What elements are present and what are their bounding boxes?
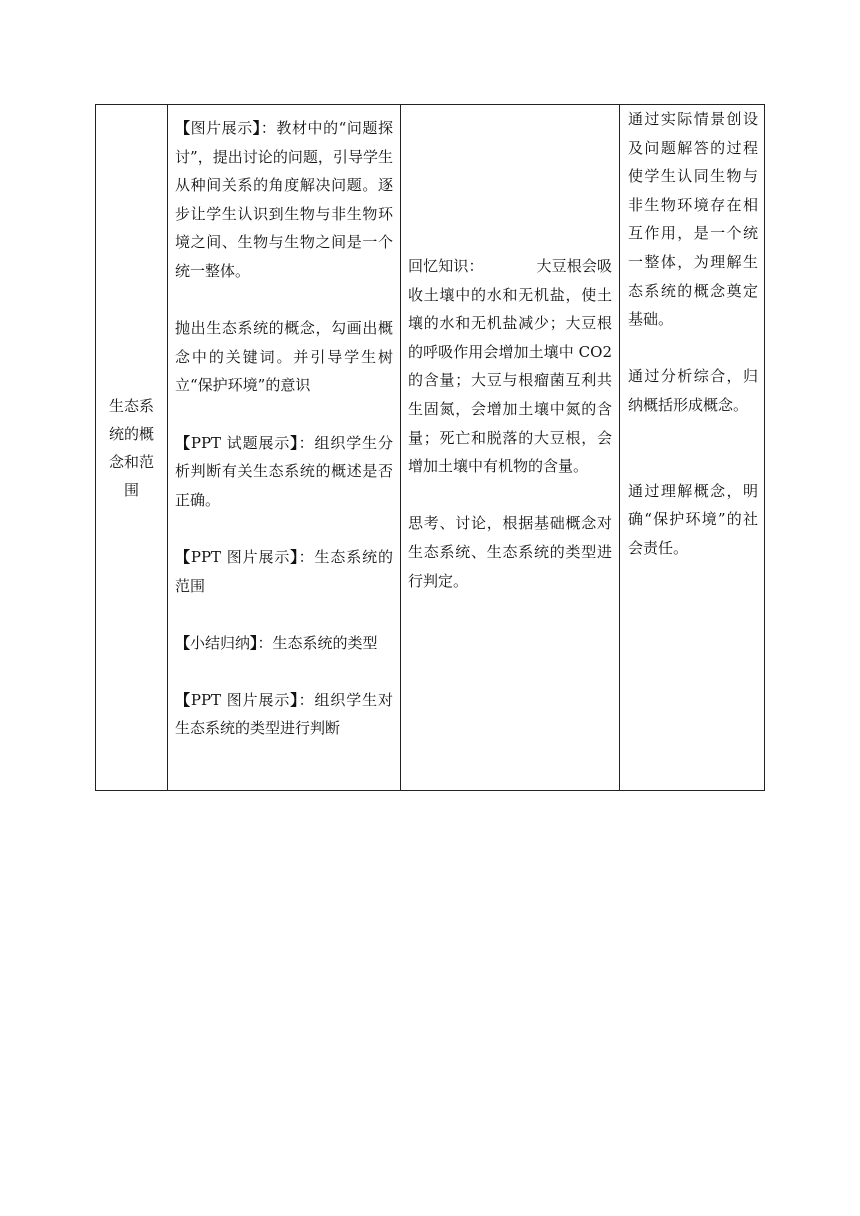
teacher-activity: 【PPT 试题展示】：组织学生分析判断有关生态系统的概述是否正确。 — [175, 433, 393, 509]
teacher-activities-cell — [168, 105, 401, 791]
teacher-activity: 【图片展示】：教材中的“问题探讨”，提出讨论的问题，引导学生从种间关系的角度解决问题。逐步让学生认识到生物与非生物环境之间、生物与生物之间是一个统一整体。 — [175, 119, 393, 280]
design-intent-cell — [620, 105, 765, 791]
student-activity: 回忆知识： 大豆根会吸收土壤中的水和无机盐，使土壤的水和无机盐减少；大豆根的呼吸作用会增加土壤中 CO2 的含量；大豆与根瘤菌互利共生固氮，会增加土壤中氮的含量；死亡和脱落的大豆根，会增加土壤中有机物的含量。 — [408, 257, 612, 476]
teacher-activity: 抛出生态系统的概念，勾画出概念中的关键词。并引导学生树立“保护环境”的意识 — [175, 319, 393, 395]
table-row — [96, 105, 765, 791]
student-activity: 思考、讨论，根据基础概念对生态系统、生态系统的类型进行判定。 — [408, 514, 612, 590]
teacher-activity: 【小结归纳】：生态系统的类型 — [175, 633, 378, 652]
design-intent: 通过理解概念，明确“保护环境”的社会责任。 — [628, 481, 758, 557]
topic-text: 生态系统的概念和范围 — [108, 396, 154, 499]
topic-cell — [96, 105, 168, 791]
design-intent: 通过分析综合，归纳概括形成概念。 — [628, 367, 758, 414]
teacher-activity: 【PPT 图片展示】：生态系统的范围 — [175, 547, 393, 595]
lesson-plan-table — [95, 104, 765, 791]
design-intent: 通过实际情景创设及问题解答的过程使学生认同生物与非生物环境存在相互作用，是一个统一整体，为理解生态系统的概念奠定基础。 — [628, 110, 758, 329]
teacher-activity: 【PPT 图片展示】：组织学生对生态系统的类型进行判断 — [175, 690, 393, 738]
student-activities-cell — [401, 105, 620, 791]
